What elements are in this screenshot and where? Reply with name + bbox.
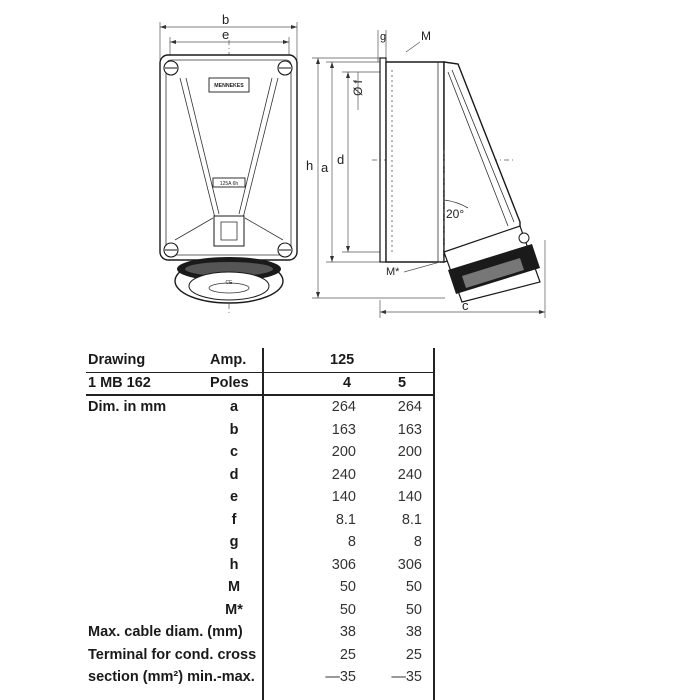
table-cell-4-poles: 50	[339, 579, 356, 595]
table-cell-4-poles: 306	[331, 556, 356, 573]
dim-label-angle: 20°	[446, 207, 465, 221]
table-row-key: M*	[225, 601, 243, 618]
dim-label-g: g	[380, 31, 387, 43]
dim-label-c: c	[462, 298, 469, 313]
table-cell-4-poles: 264	[331, 399, 356, 415]
screw-icon	[278, 61, 292, 75]
table-row-key: b	[229, 421, 239, 438]
table-cell-4-poles: —35	[325, 669, 356, 685]
table-divider	[262, 348, 264, 700]
header-drawing: Drawing	[88, 352, 146, 368]
rating-label: 125A 6h	[219, 181, 239, 187]
table-cell-4-poles: 8	[347, 534, 356, 550]
dim-label-a: a	[321, 160, 329, 175]
table-row-key: M	[227, 579, 241, 595]
socket-outlet	[175, 257, 283, 303]
dim-label-e: e	[222, 27, 230, 42]
table-cell-4-poles: 38	[339, 624, 356, 640]
table-cell-5-poles: 140	[397, 489, 422, 505]
table-cell-5-poles: 200	[397, 444, 422, 460]
table-cell-5-poles: 8	[413, 534, 422, 550]
table-row-key	[224, 621, 244, 643]
table-row-key: d	[229, 466, 239, 483]
header-amp: Amp.	[210, 352, 247, 368]
screw-icon	[278, 243, 292, 257]
table-cell-5-poles: 163	[397, 421, 422, 438]
table-cell-5-poles: —35	[391, 669, 422, 685]
table-row-key: h	[229, 556, 239, 573]
table-divider	[433, 348, 435, 700]
table-row-key: c	[229, 444, 239, 460]
front-view	[160, 12, 297, 315]
table-row-key: g	[229, 534, 239, 550]
table-cell-4-poles: 140	[331, 489, 356, 505]
table-cell-4-poles: 25	[339, 646, 356, 663]
table-row-key: e	[229, 489, 239, 505]
table-cell-5-poles: 264	[397, 399, 422, 415]
socket-marking: CE	[225, 280, 233, 286]
table-cell-5-poles: 8.1	[401, 511, 422, 528]
screw-icon	[164, 243, 178, 257]
table-cell-4-poles: 50	[339, 601, 356, 618]
screw-icon	[164, 61, 178, 75]
table-row-key: f	[231, 511, 237, 528]
table-cell-4-poles: 163	[331, 421, 356, 438]
header-poles-5: 5	[398, 375, 407, 391]
dim-label-d: d	[337, 152, 345, 167]
table-cell-5-poles: 50	[405, 601, 422, 618]
table-cell-5-poles: 306	[397, 556, 422, 573]
dimension-table	[0, 340, 700, 700]
table-cell-5-poles: 50	[405, 579, 422, 595]
brand-label: MENNEKES	[214, 83, 244, 89]
table-cell-5-poles: 25	[405, 646, 422, 663]
technical-drawing	[0, 0, 700, 340]
table-cell-5-poles: 240	[397, 466, 422, 483]
header-amp-value: 125	[330, 352, 355, 368]
table-row-key: a	[229, 399, 239, 415]
table-cell-5-poles: 38	[405, 624, 422, 640]
table-row-label: Dim. in mm	[88, 399, 167, 415]
dim-label-b: b	[222, 12, 230, 27]
dim-label-M-star: M*	[386, 266, 400, 278]
header-poles: Poles	[210, 375, 249, 391]
header-model: 1 MB 162	[88, 375, 151, 391]
side-view	[306, 29, 545, 318]
table-cell-4-poles: 8.1	[335, 511, 356, 528]
dim-label-h: h	[306, 158, 314, 173]
header-poles-4: 4	[343, 375, 352, 391]
table-row-label: Terminal for cond. cross	[88, 646, 257, 663]
table-row-key	[224, 644, 244, 666]
dim-label-f: Ø f	[351, 79, 365, 96]
table-cell-4-poles: 200	[331, 444, 356, 460]
table-row-label: Max. cable diam. (mm)	[88, 624, 243, 640]
table-cell-4-poles: 240	[331, 466, 356, 483]
table-row-key	[224, 666, 244, 688]
dim-label-M: M	[421, 29, 431, 43]
table-row-label: section (mm²) min.-max.	[88, 669, 255, 685]
